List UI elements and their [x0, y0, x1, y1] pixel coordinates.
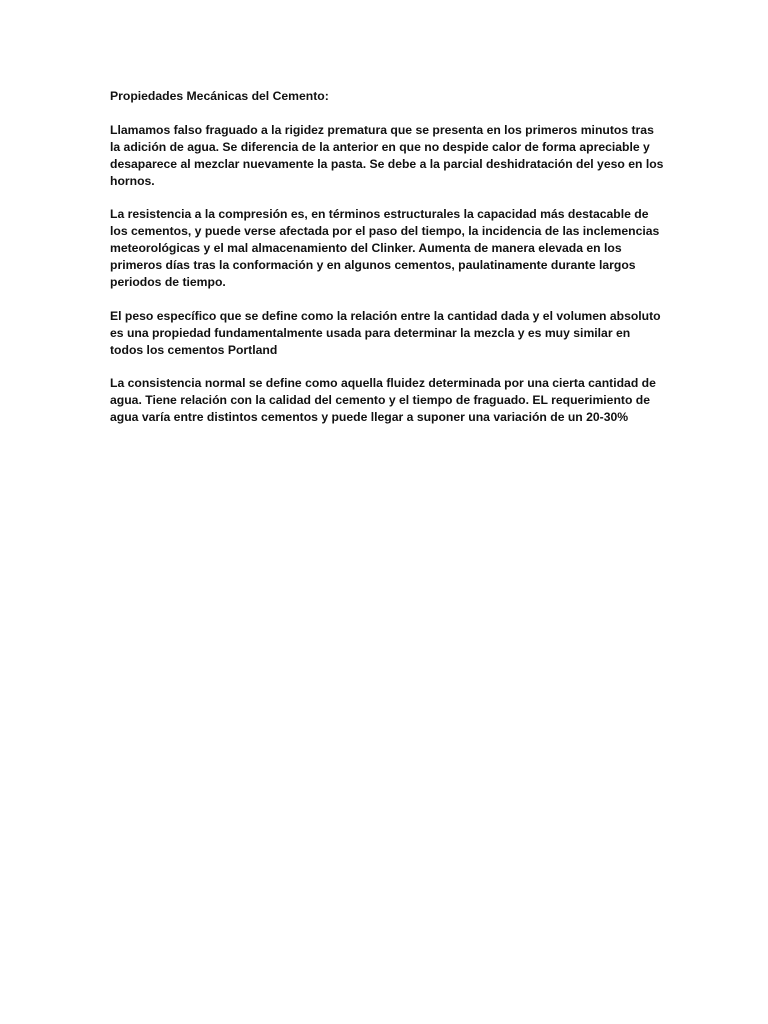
paragraph-peso-especifico: El peso específico que se define como la relación entre la cantidad dada y el volumen absoluto es una propiedad fundamentalmente usada para determinar la mezcla y es muy similar en todos los cementos Portland	[110, 308, 661, 357]
document-title: Propiedades Mecánicas del Cemento:	[110, 89, 329, 103]
paragraph-consistencia-normal: La consistencia normal se define como aquella fluidez determinada por una cierta cantidad de agua. Tiene relación con la calidad del cemento y el tiempo de fraguado. EL requerimiento de agua varía entre distintos cementos y puede llegar a suponer una variación de un 20-30%	[110, 376, 656, 425]
paragraph-falso-fraguado: Llamamos falso fraguado a la rigidez prematura que se presenta en los primeros minutos tras la adición de agua. Se diferencia de la anterior en que no despide calor de forma apreciable y desaparece al mezclar nuevamente la pasta. Se debe a la parcial deshidratación del yeso en los hornos.	[110, 122, 664, 188]
document-body	[110, 88, 665, 443]
paragraph-resistencia-compresion: La resistencia a la compresión es, en términos estructurales la capacidad más destacable de los cementos, y puede verse afectada por el paso del tiempo, la incidencia de las inclemencias meteorológicas y el mal almacenamiento del Clinker. Aumenta de manera elevada en los primeros días tras la conformación y en algunos cementos, paulatinamente durante largos periodos de tiempo.	[110, 207, 660, 289]
